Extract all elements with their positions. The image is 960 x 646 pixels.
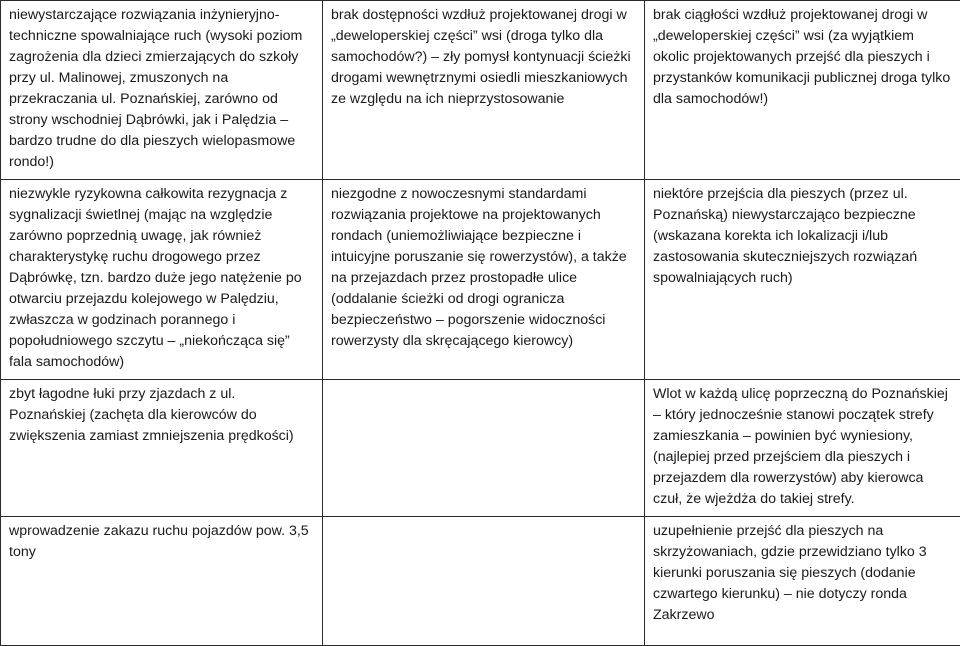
table-cell [323, 380, 645, 517]
table-cell [1, 1, 323, 180]
table-cell [323, 180, 645, 380]
cell-text: Wlot w każdą ulicę poprzeczną do Poznańskiej – który jednocześnie stanowi początek strefy zamieszkania – powinien być wyniesiony, (najlepiej przed przejściem dla pieszych i przejazdem dla rowerzystów) aby kierowca czuł, że wjeżdża do takiej strefy. [653, 384, 953, 510]
cell-text: zbyt łagodne łuki przy zjazdach z ul. Poznańskiej (zachęta dla kierowców do zwiększenia zamiast zmniejszenia prędkości) [9, 384, 314, 447]
table-row [1, 517, 960, 646]
table-cell [1, 517, 323, 646]
table-cell [645, 517, 960, 646]
table-row [1, 180, 960, 380]
cell-text: uzupełnienie przejść dla pieszych na skrzyżowaniach, gdzie przewidziano tylko 3 kierunki poruszania się pieszych (dodanie czwartego kierunku) – nie dotyczy ronda Zakrzewo [653, 521, 953, 626]
table-cell [645, 180, 960, 380]
table-row [1, 380, 960, 517]
cell-text: niezwykle ryzykowna całkowita rezygnacja z sygnalizacji świetlnej (mając na względzie zarówno poprzednią uwagę, jak również charakterystykę ruchu drogowego przez Dąbrówkę, tzn. bardzo duże jego natężenie po otwarciu przejazdu kolejowego w Palędziu, zwłaszcza w godzinach porannego i popołudniowego szczytu – „niekończąca się” fala samochodów) [9, 184, 314, 373]
cell-text: brak ciągłości wzdłuż projektowanej drogi w „deweloperskiej części” wsi (za wyjątkiem okolic projektowanych przejść dla pieszych i przystanków komunikacji publicznej droga tylko dla samochodów!) [653, 5, 953, 110]
table-cell [1, 180, 323, 380]
cell-text: niezgodne z nowoczesnymi standardami rozwiązania projektowe na projektowanych rondach (uniemożliwiające bezpieczne i intuicyjne poruszanie się rowerzystów), a także na przejazdach przez prostopadłe ulice (oddalanie ścieżki od drogi ogranicza bezpieczeństwo – pogorszenie widoczności rowerzysty dla skręcającego kierowcy) [331, 184, 636, 352]
cell-text: wprowadzenie zakazu ruchu pojazdów pow. 3,5 tony [9, 521, 314, 563]
table-cell [323, 1, 645, 180]
table-row [1, 1, 960, 180]
cell-text: brak dostępności wzdłuż projektowanej drogi w „deweloperskiej części” wsi (droga tylko dla samochodów?) – zły pomysł kontynuacji ścieżki drogami wewnętrznymi osiedli mieszkaniowych ze względu na ich nieprzystosowanie [331, 5, 636, 110]
cell-text: niektóre przejścia dla pieszych (przez ul. Poznańską) niewystarczająco bezpieczne (wskazana korekta ich lokalizacji i/lub zastosowania skuteczniejszych rozwiązań spowalniających ruch) [653, 184, 953, 289]
table-cell [1, 380, 323, 517]
table-cell [645, 380, 960, 517]
table-cell [645, 1, 960, 180]
table-cell [323, 517, 645, 646]
cell-text: niewystarczające rozwiązania inżynieryjno-techniczne spowalniające ruch (wysoki poziom zagrożenia dla dzieci zmierzających do szkoły przy ul. Malinowej, zmuszonych na przekraczania ul. Poznańskiej, zarówno od strony wschodniej Dąbrówki, jak i Palędzia – bardzo trudne do dla pieszych wielopasmowe rondo!) [9, 5, 314, 173]
